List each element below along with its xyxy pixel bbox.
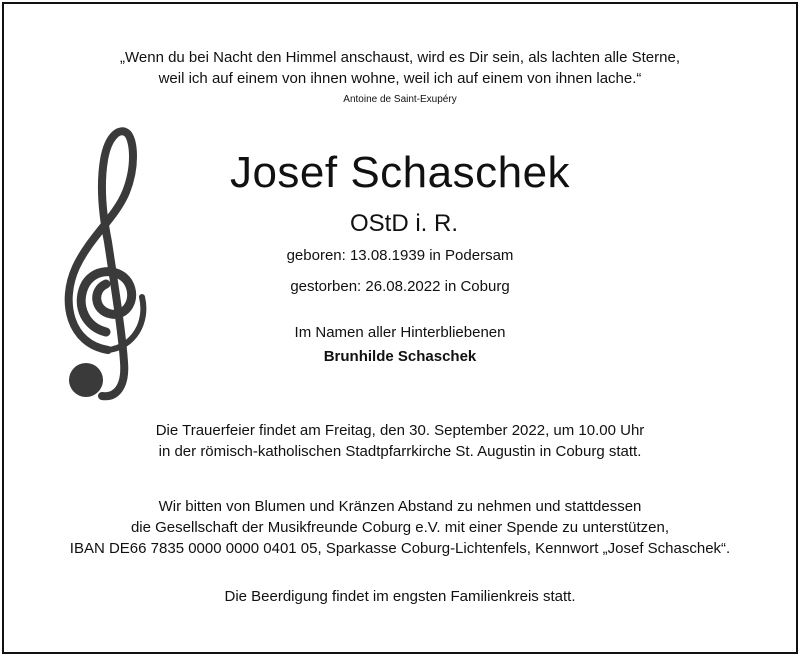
burial-notice: Die Beerdigung findet im engsten Familienkreis statt.	[224, 588, 576, 605]
funeral-line-2: in der römisch-katholischen Stadtpfarrkirche St. Augustin in Coburg statt.	[158, 443, 642, 460]
funeral-line-1: Die Trauerfeier findet am Freitag, den 30. September 2022, um 10.00 Uhr	[155, 422, 645, 439]
deceased-title: OStD i. R.	[349, 210, 458, 237]
donation-line-3: IBAN DE66 7835 0000 0000 0401 05, Sparkasse Coburg-Lichtenfels, Kennwort „Josef Schaschek“.	[69, 540, 731, 557]
deceased-name: Josef Schaschek	[229, 148, 571, 197]
quote-line-1: „Wenn du bei Nacht den Himmel anschaust, wird es Dir sein, als lachten alle Sterne,	[120, 49, 680, 66]
quote-line-2: weil ich auf einem von ihnen wohne, weil ich auf einem von ihnen lache.“	[158, 70, 642, 87]
quote-author: Antoine de Saint-Exupéry	[343, 94, 457, 105]
donation-line-2: die Gesellschaft der Musikfreunde Coburg e.V. mit einer Spende zu unterstützen,	[130, 519, 670, 536]
mourner-name: Brunhilde Schaschek	[323, 348, 477, 365]
death-info: gestorben: 26.08.2022 in Coburg	[290, 278, 510, 295]
birth-info: geboren: 13.08.1939 in Podersam	[286, 247, 514, 264]
donation-line-1: Wir bitten von Blumen und Kränzen Abstand zu nehmen und stattdessen	[158, 498, 642, 515]
mourners-intro: Im Namen aller Hinterbliebenen	[294, 324, 506, 341]
obituary-card	[2, 2, 798, 654]
